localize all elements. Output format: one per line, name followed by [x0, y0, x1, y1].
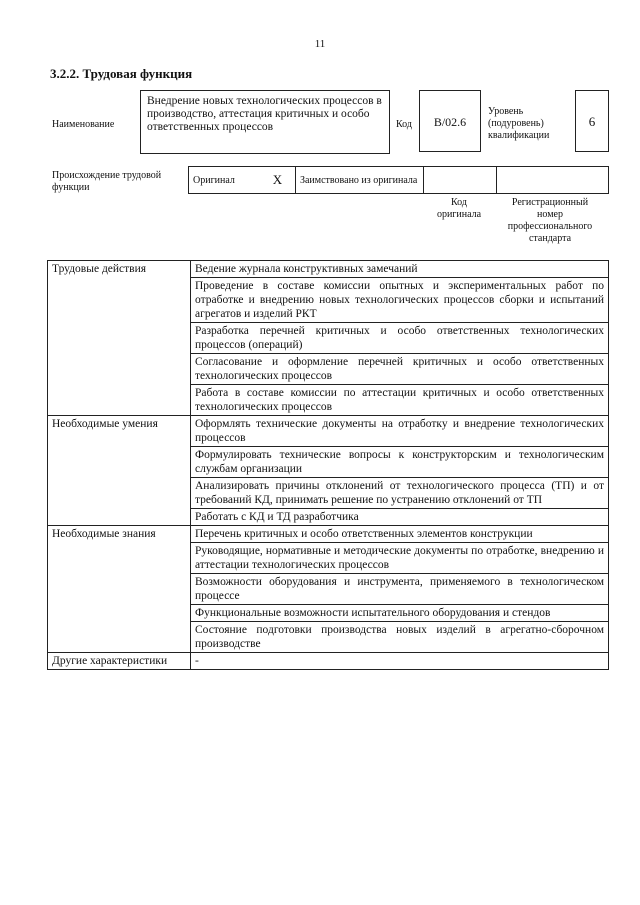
name-label: Наименование — [52, 119, 115, 130]
table-row — [48, 543, 609, 574]
origin-table — [188, 166, 609, 194]
item-cell: Работать с КД и ТД разработчика — [191, 509, 609, 526]
item-cell: Возможности оборудования и инструмента, применяемого в технологическом процессе — [191, 574, 609, 605]
function-code-box: В/02.6 — [419, 90, 481, 152]
original-mark: X — [260, 167, 296, 194]
item-cell: Согласование и оформление перечней критичных и особо ответственных технологических процессов — [191, 354, 609, 385]
table-row — [48, 447, 609, 478]
table-row — [48, 354, 609, 385]
category-cell — [48, 509, 191, 526]
category-cell — [48, 385, 191, 416]
item-cell: Состояние подготовки производства новых изделий в агрегатно-сборочном производстве — [191, 622, 609, 653]
table-row — [48, 478, 609, 509]
table-row — [48, 605, 609, 622]
qualification-level-box: 6 — [575, 90, 609, 152]
table-row — [48, 416, 609, 447]
category-cell — [48, 543, 191, 574]
item-cell: - — [191, 653, 609, 670]
table-row — [48, 385, 609, 416]
table-row — [48, 261, 609, 278]
category-cell — [48, 605, 191, 622]
registration-number-cell — [497, 167, 609, 194]
item-cell: Ведение журнала конструктивных замечаний — [191, 261, 609, 278]
item-cell: Работа в составе комиссии по аттестации критичных и особо ответственных технологических процессов — [191, 385, 609, 416]
item-cell: Оформлять технические документы на отработку и внедрение технологических процессов — [191, 416, 609, 447]
table-row — [48, 323, 609, 354]
table-row — [48, 278, 609, 323]
category-cell — [48, 447, 191, 478]
category-cell — [48, 323, 191, 354]
item-cell: Функциональные возможности испытательного оборудования и стендов — [191, 605, 609, 622]
original-code-cell — [423, 167, 497, 194]
item-cell: Руководящие, нормативные и методические документы по отработке, внедрению и аттестации технологических процессов — [191, 543, 609, 574]
item-cell: Разработка перечней критичных и особо ответственных технологических процессов (операций) — [191, 323, 609, 354]
qualification-level-label: Уровень (подуровень) квалификации — [488, 106, 550, 141]
page-number: 11 — [314, 38, 326, 50]
borrowed-label: Заимствовано из оригинала — [295, 167, 423, 194]
table-row — [48, 653, 609, 670]
item-cell: Формулировать технические вопросы к конструкторским и технологическим службам организации — [191, 447, 609, 478]
item-cell: Проведение в составе комиссии опытных и экспериментальных работ по отработке и внедрению новых технологических процессов сборки и испытаний агрегатов и изделий РКТ — [191, 278, 609, 323]
category-cell: Необходимые знания — [48, 526, 191, 543]
category-cell — [48, 478, 191, 509]
origin-label: Происхождение трудовой функции — [52, 170, 162, 193]
item-cell: Перечень критичных и особо ответственных элементов конструкции — [191, 526, 609, 543]
original-code-caption: Код оригинала — [436, 197, 482, 220]
table-row — [48, 526, 609, 543]
category-cell: Другие характеристики — [48, 653, 191, 670]
item-cell: Анализировать причины отклонений от технологического процесса (ТП) и от требований КД, принимать решение по устранению отклонений от ТП — [191, 478, 609, 509]
table-row — [48, 622, 609, 653]
category-cell — [48, 278, 191, 323]
category-cell — [48, 574, 191, 605]
category-cell: Необходимые умения — [48, 416, 191, 447]
original-label: Оригинал — [189, 167, 260, 194]
category-cell: Трудовые действия — [48, 261, 191, 278]
table-row — [48, 574, 609, 605]
table-row — [48, 509, 609, 526]
category-cell — [48, 354, 191, 385]
function-name-box: Внедрение новых технологических процессов в производство, аттестация критичных и особо ответственных процессов — [140, 90, 390, 154]
category-cell — [48, 622, 191, 653]
function-details-table — [47, 260, 609, 670]
registration-number-caption: Регистрационный номер профессионального стандарта — [507, 197, 593, 244]
code-label: Код — [396, 119, 412, 130]
section-title: 3.2.2. Трудовая функция — [50, 66, 193, 81]
